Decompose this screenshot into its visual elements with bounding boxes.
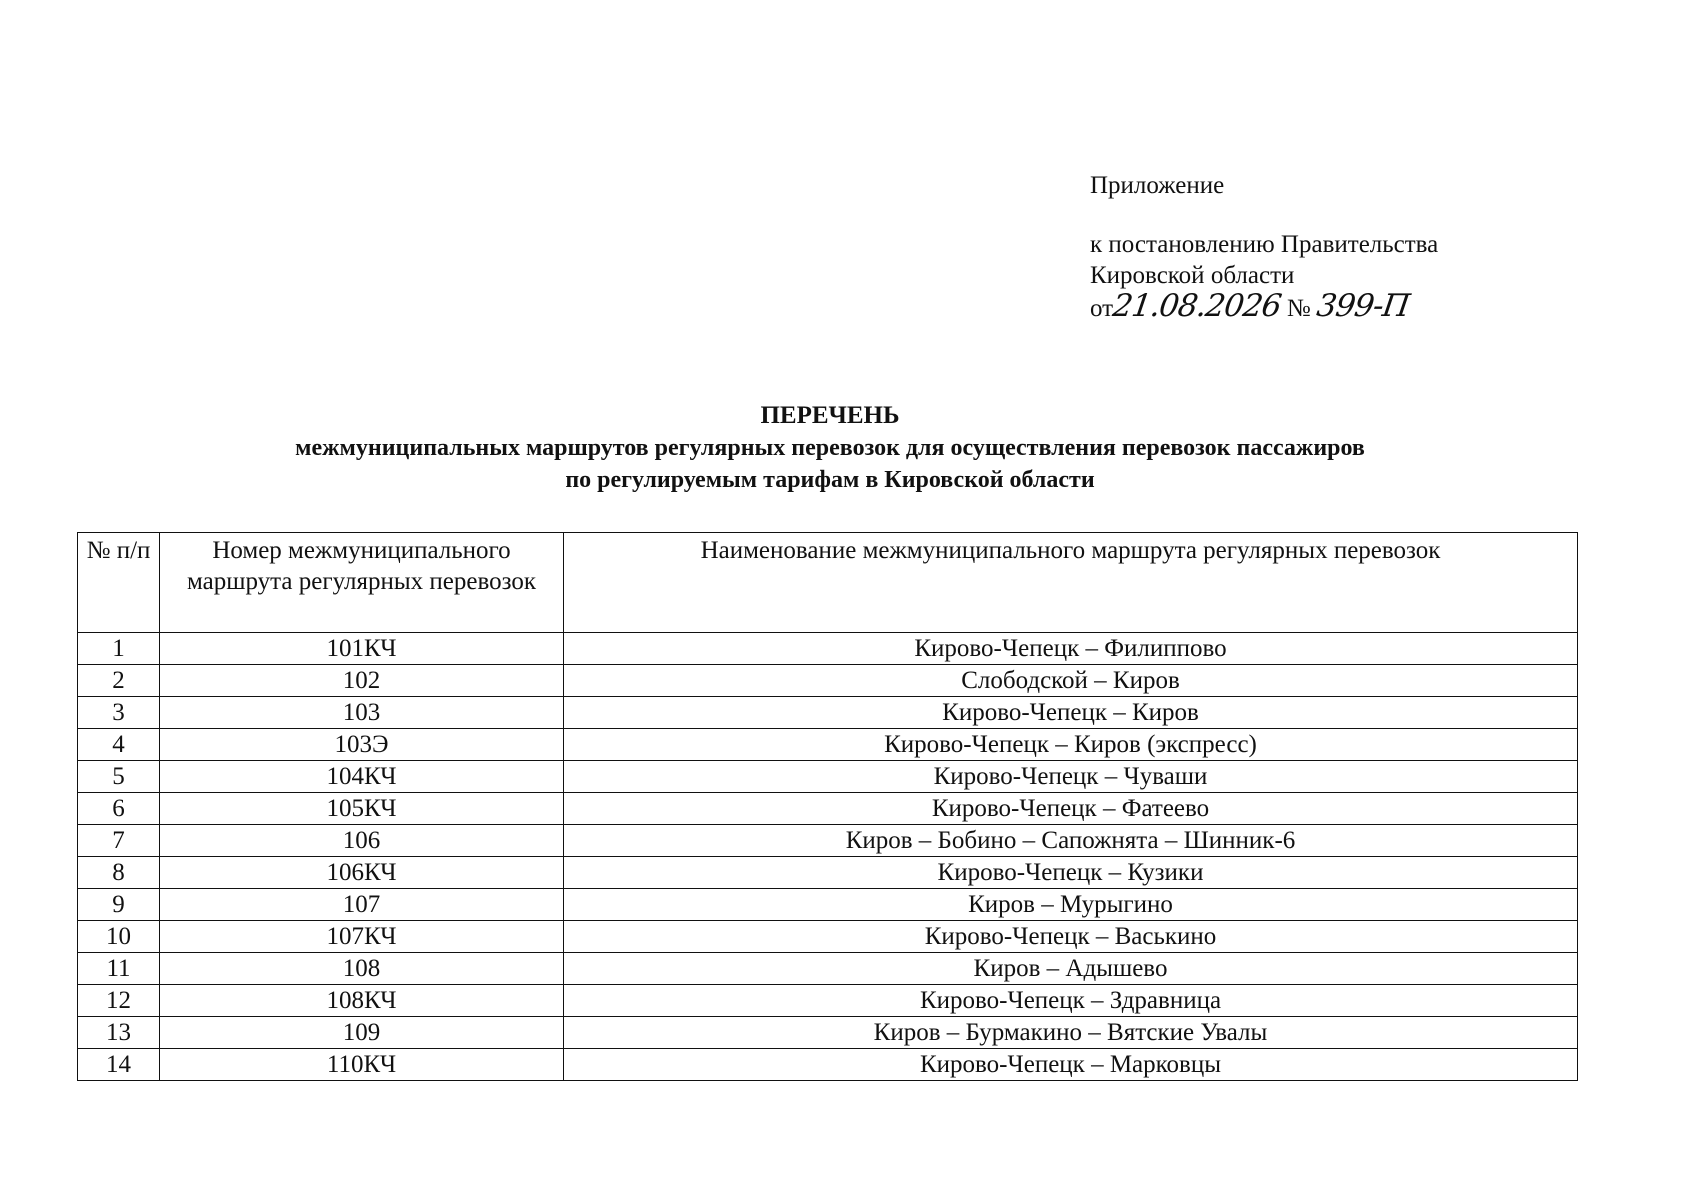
cell-route-number: 107КЧ (160, 921, 564, 953)
cell-route-name: Кирово-Чепецк – Киров (564, 697, 1578, 729)
cell-route-number: 104КЧ (160, 761, 564, 793)
table-header-row (78, 533, 1578, 633)
document-heading (0, 400, 1660, 496)
appendix-caption: Приложение (1090, 172, 1225, 199)
cell-route-name: Слободской – Киров (564, 665, 1578, 697)
table-row (78, 793, 1578, 825)
table-row (78, 729, 1578, 761)
cell-route-name: Кирово-Чепецк – Кузики (564, 857, 1578, 889)
cell-route-number: 103Э (160, 729, 564, 761)
cell-route-number: 106 (160, 825, 564, 857)
cell-route-number: 105КЧ (160, 793, 564, 825)
table-row (78, 921, 1578, 953)
cell-route-name: Киров – Адышево (564, 953, 1578, 985)
document-subtitle-line-2: по регулируемым тарифам в Кировской области (565, 467, 1095, 493)
cell-route-number: 107 (160, 889, 564, 921)
cell-index: 11 (78, 953, 160, 985)
appendix-region-line: Кировской области (1090, 262, 1295, 289)
cell-route-name: Кирово-Чепецк – Васькино (564, 921, 1578, 953)
document-subtitle-line-1: межмуниципальных маршрутов регулярных перевозок для осуществления перевозок пассажиров (295, 435, 1365, 461)
table-row (78, 1017, 1578, 1049)
cell-route-number: 110КЧ (160, 1049, 564, 1081)
header-index: № п/п (78, 533, 160, 633)
handwritten-number: 399-П (1314, 288, 1412, 324)
cell-route-name: Кирово-Чепецк – Фатеево (564, 793, 1578, 825)
cell-index: 13 (78, 1017, 160, 1049)
header-route-number: Номер межмуниципального маршрута регулярных перевозок (160, 533, 564, 633)
cell-index: 6 (78, 793, 160, 825)
cell-index: 1 (78, 633, 160, 665)
cell-route-name: Киров – Бобино – Сапожнята – Шинник-6 (564, 825, 1578, 857)
appendix-block (1090, 170, 1438, 324)
table-row (78, 697, 1578, 729)
appendix-date-line (1090, 288, 1438, 324)
cell-index: 5 (78, 761, 160, 793)
cell-index: 14 (78, 1049, 160, 1081)
cell-route-name: Кирово-Чепецк – Марковцы (564, 1049, 1578, 1081)
cell-route-number: 109 (160, 1017, 564, 1049)
appendix-decree-line: к постановлению Правительства (1090, 231, 1439, 258)
number-sign: № (1286, 295, 1311, 322)
cell-route-number: 102 (160, 665, 564, 697)
cell-route-number: 108 (160, 953, 564, 985)
table-row (78, 825, 1578, 857)
table-row (78, 1049, 1578, 1081)
cell-route-number: 106КЧ (160, 857, 564, 889)
cell-route-number: 101КЧ (160, 633, 564, 665)
table-row (78, 633, 1578, 665)
cell-index: 10 (78, 921, 160, 953)
cell-index: 12 (78, 985, 160, 1017)
document-title: ПЕРЕЧЕНЬ (760, 402, 900, 429)
cell-route-name: Кирово-Чепецк – Здравница (564, 985, 1578, 1017)
table-row (78, 985, 1578, 1017)
cell-route-number: 103 (160, 697, 564, 729)
cell-index: 4 (78, 729, 160, 761)
table-row (78, 665, 1578, 697)
cell-route-name: Кирово-Чепецк – Чуваши (564, 761, 1578, 793)
routes-table (77, 532, 1578, 1081)
cell-route-name: Киров – Мурыгино (564, 889, 1578, 921)
cell-index: 8 (78, 857, 160, 889)
cell-route-name: Кирово-Чепецк – Филиппово (564, 633, 1578, 665)
cell-index: 2 (78, 665, 160, 697)
table-row (78, 953, 1578, 985)
table-row (78, 857, 1578, 889)
cell-route-number: 108КЧ (160, 985, 564, 1017)
cell-route-name: Кирово-Чепецк – Киров (экспресс) (564, 729, 1578, 761)
cell-route-name: Киров – Бурмакино – Вятские Увалы (564, 1017, 1578, 1049)
handwritten-date: 21.08.2026 (1110, 288, 1284, 324)
cell-index: 7 (78, 825, 160, 857)
table-row (78, 761, 1578, 793)
cell-index: 3 (78, 697, 160, 729)
header-route-name: Наименование межмуниципального маршрута регулярных перевозок (564, 533, 1578, 633)
from-prefix: от (1090, 295, 1114, 322)
cell-index: 9 (78, 889, 160, 921)
table-row (78, 889, 1578, 921)
